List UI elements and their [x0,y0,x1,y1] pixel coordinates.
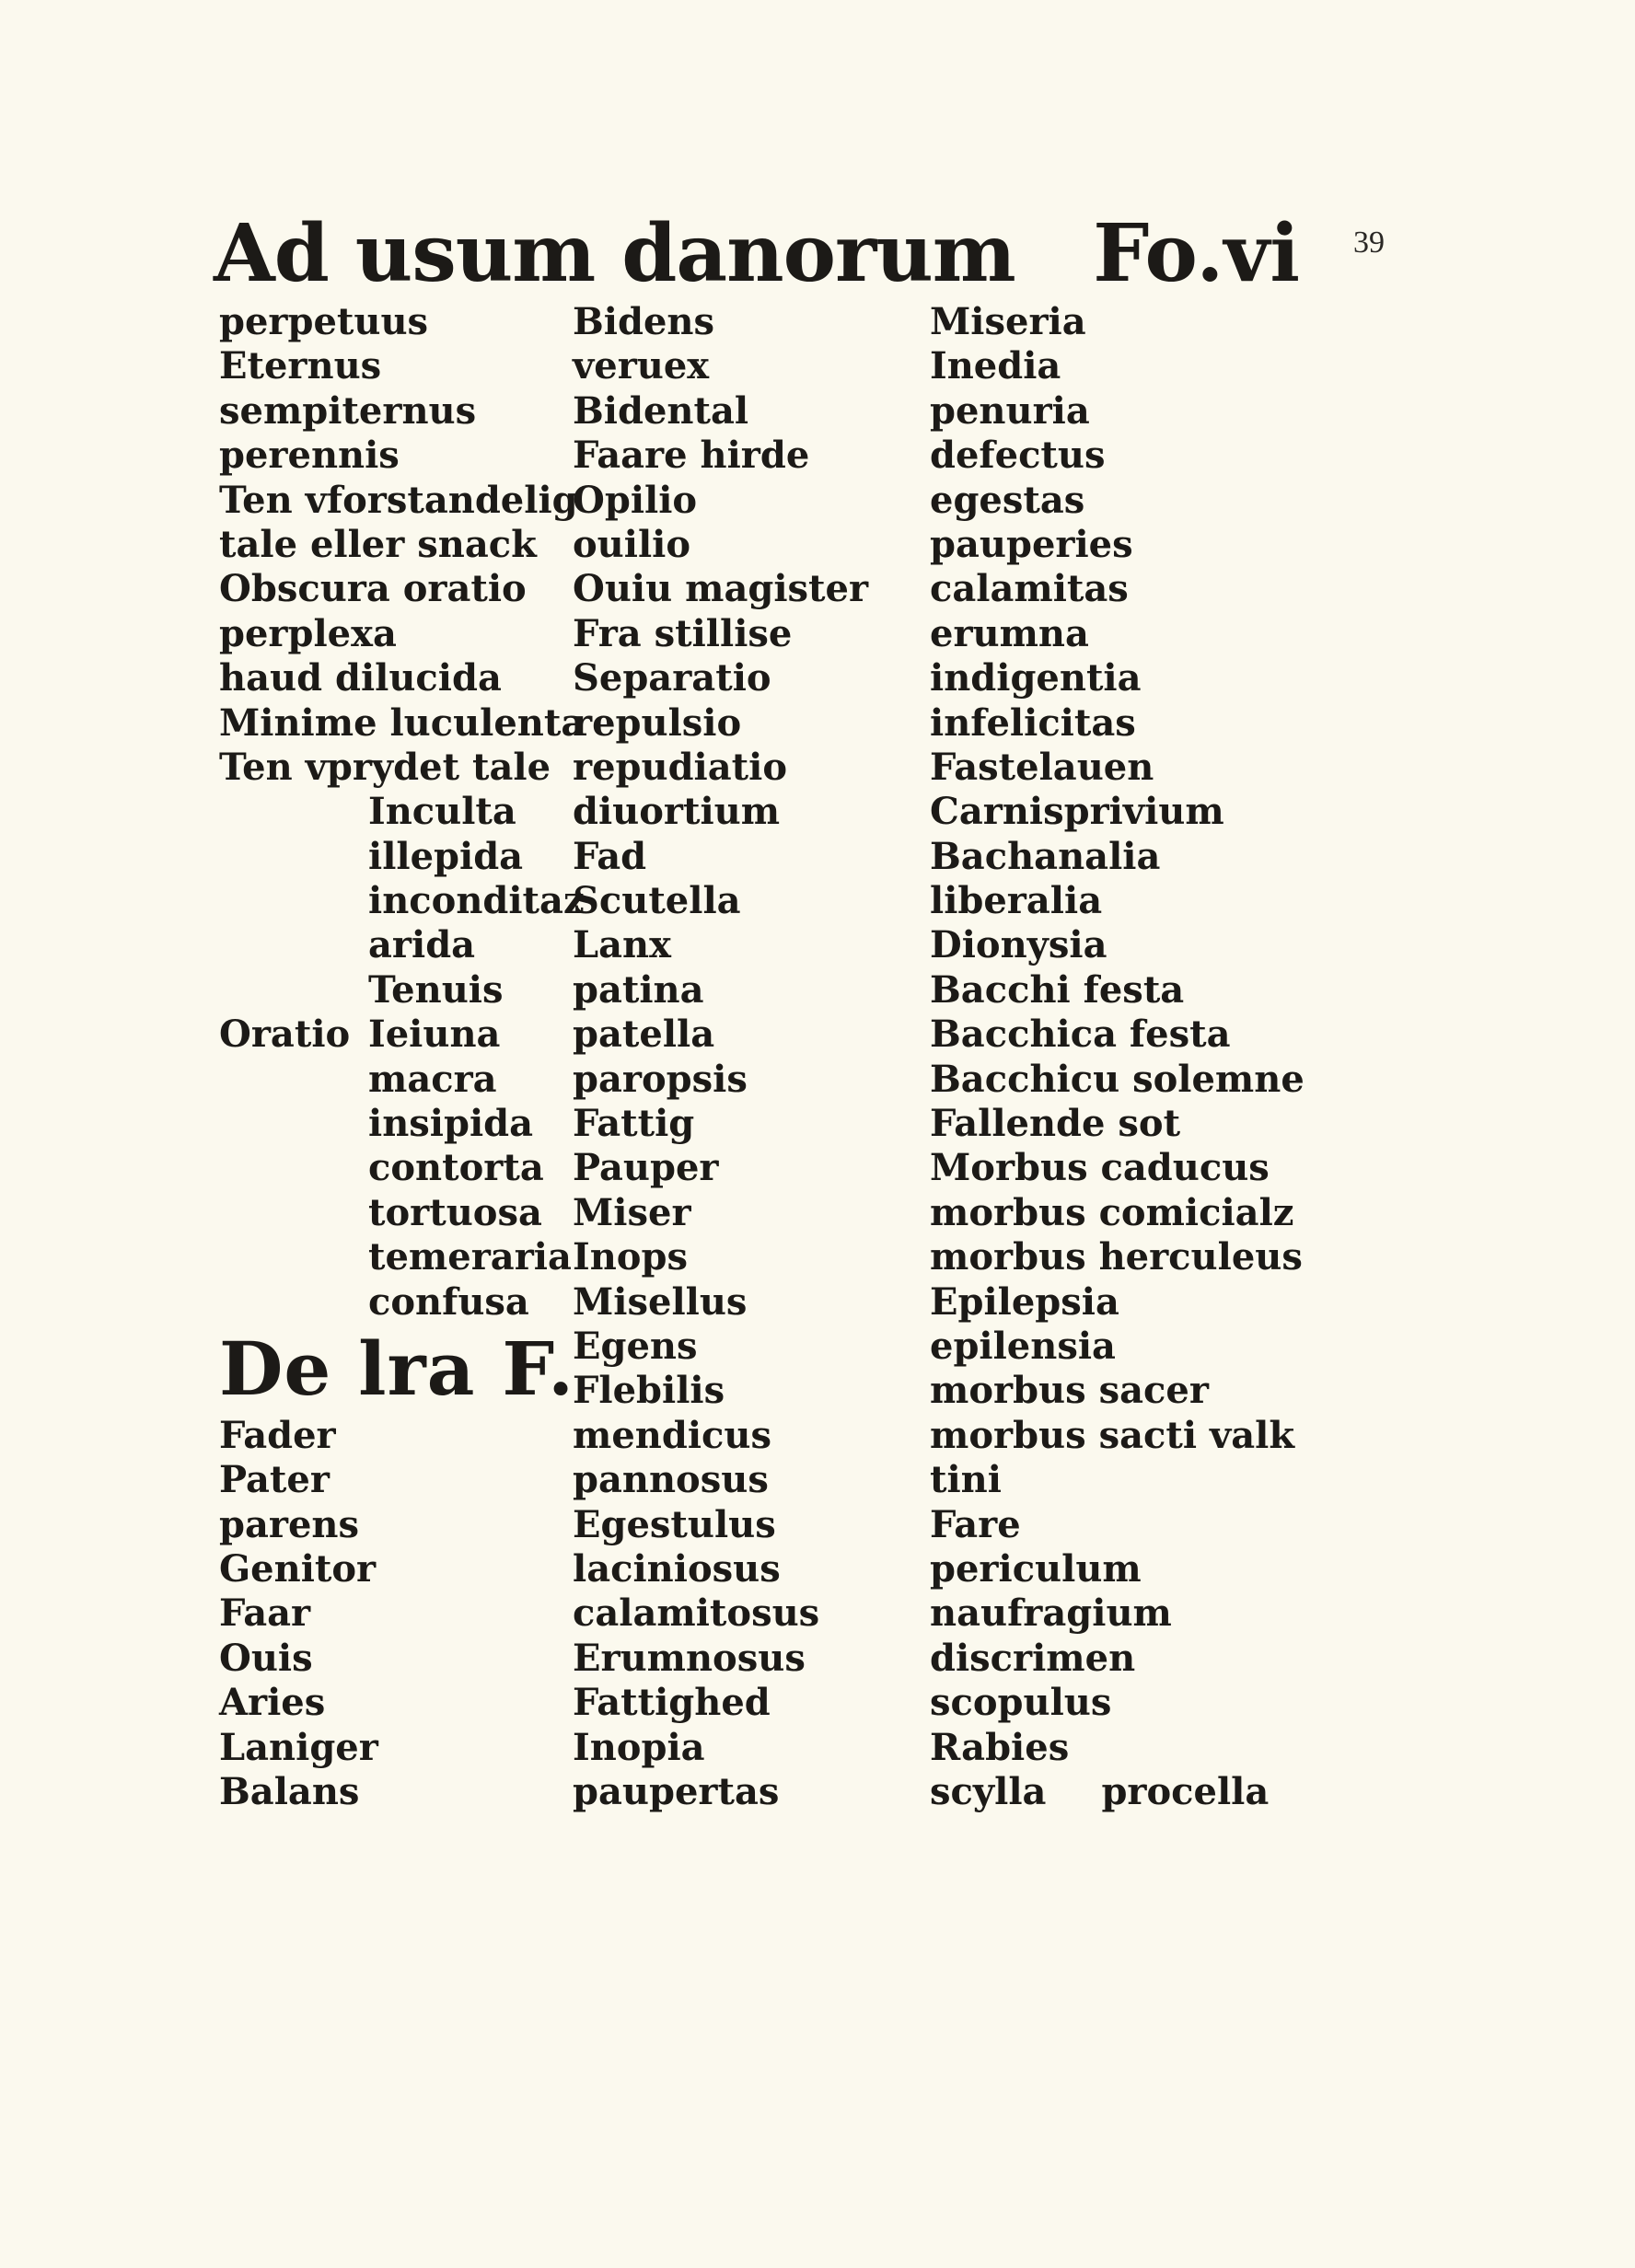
entry-line: haud dilucida [219,656,502,700]
entry-line: calamitas [930,567,1129,611]
final-right-word: procella [1101,1769,1270,1813]
entry-line: contorta [368,1146,544,1190]
entry-line: epilensia [930,1324,1116,1368]
entry-line: Erumnosus [573,1636,806,1680]
entry-line: ouilio [573,522,691,566]
page-header [214,207,1300,299]
entry-line: Balans [219,1769,360,1813]
entry-line: inconditaz [368,879,585,923]
entry-line: naufragium [930,1591,1172,1636]
entry-line: erumna [930,611,1089,655]
column-2 [573,300,913,1814]
entry-line: Ten vprydet tale [219,745,551,789]
entry-line: Separatio [573,656,771,700]
entry-line: Miser [573,1190,691,1234]
column-3 [930,300,1305,1814]
entry-line: perpetuus [219,300,429,343]
entry-line: Egens [573,1324,698,1368]
entry-line: repulsio [573,700,742,745]
entry-line: Lanx [573,923,671,967]
entry-line: morbus sacti valk [930,1413,1295,1457]
final-left-word: scylla [930,1769,1047,1813]
running-title: Ad usum danorum [214,207,1015,300]
entry-line: Fra stillise [573,611,793,655]
entry-line: Misellus [573,1279,748,1324]
column-1 [219,300,586,1814]
entry-line: Bachanalia [930,834,1161,878]
folio-number: Fo.vi [1093,207,1300,300]
entry-line: calamitosus [573,1591,820,1636]
entry-line: Fad [573,834,647,878]
entry-line: diuortium [573,790,781,834]
entry-line: Inedia [930,344,1061,388]
entry-line: illepida [368,834,524,878]
entry-line: Inops [573,1235,688,1279]
entry-line: Bacchi festa [930,967,1185,1012]
entry-line: Faar [219,1591,311,1636]
entry-line: Bacchica festa [930,1012,1231,1057]
entry-line: Faare hirde [573,434,810,478]
entry-line: confusa [368,1279,529,1324]
entry-line: morbus herculeus [930,1235,1303,1279]
entry-line: morbus comicialz [930,1190,1294,1234]
entry-line: tale eller snack [219,522,537,566]
entry-line: veruex [573,344,710,388]
entry-line: temeraria [368,1235,572,1279]
entry-line: Flebilis [573,1369,725,1413]
entry-line: paupertas [573,1769,780,1813]
entry-line: Egestulus [573,1502,776,1546]
entry-line: perennis [219,434,400,478]
entry-line: paropsis [573,1057,748,1101]
entry-line: morbus sacer [930,1369,1209,1413]
entry-line: tini [930,1458,1002,1502]
entry-line: Fader [219,1413,336,1457]
entry-line: parens [219,1502,360,1546]
entry-line: Fattighed [573,1681,771,1725]
entry-line: laciniosus [573,1546,781,1591]
entry-line: repudiatio [573,745,788,789]
entry-line: defectus [930,434,1106,478]
entry-line: Scutella [573,879,741,923]
entry-line: perplexa [219,611,397,655]
entry-line: Dionysia [930,923,1107,967]
entry-line: tortuosa [368,1190,542,1234]
entry-line: Morbus caducus [930,1146,1270,1190]
entry-line: Rabies [930,1725,1070,1769]
page-number: 39 [1353,226,1385,260]
oratio-first: Ieiuna [368,1012,501,1057]
entry-line: Fattig [573,1102,695,1146]
entry-line: Miseria [930,300,1086,343]
entry-line: liberalia [930,879,1103,923]
section-heading: De lra F. [219,1325,574,1412]
entry-line: Ouis [219,1636,313,1680]
entry-line: mendicus [573,1413,771,1457]
entry-line: Carnisprivium [930,790,1224,834]
entry-line: Fare [930,1502,1021,1546]
entry-line: Bidental [573,388,749,433]
entry-line: Pauper [573,1146,719,1190]
entry-line: Tenuis [368,967,504,1012]
entry-line: patella [573,1012,715,1057]
entry-line: Bacchicu solemne [930,1057,1305,1101]
entry-line: egestas [930,478,1085,522]
entry-line: Ouiu magister [573,567,869,611]
entry-line: Fallende sot [930,1102,1181,1146]
entry-line: Opilio [573,478,698,522]
entry-line: penuria [930,388,1090,433]
entry-line: infelicitas [930,700,1136,745]
entry-line: Ten vforstandelig [219,478,578,522]
entry-line: patina [573,967,704,1012]
entry-line: discrimen [930,1636,1136,1680]
entry-line: indigentia [930,656,1142,700]
entry-line: Pater [219,1458,330,1502]
entry-line: arida [368,923,476,967]
entry-line: macra [368,1057,497,1101]
entry-line: Genitor [219,1546,377,1591]
entry-line: Obscura oratio [219,567,527,611]
entry-line: scopulus [930,1681,1112,1725]
entry-line: pannosus [573,1458,769,1502]
oratio-label: Oratio [219,1012,351,1057]
oratio-line [219,1012,569,1057]
entry-line: periculum [930,1546,1142,1591]
entry-line: pauperies [930,522,1133,566]
entry-line: Inculta [368,790,516,834]
entry-line: Aries [219,1681,326,1725]
entry-line: Inopia [573,1725,705,1769]
entry-line: insipida [368,1102,534,1146]
entry-line: Minime luculenta [219,700,586,745]
final-line [930,1770,1298,1814]
entry-line: Epilepsia [930,1279,1119,1324]
entry-line: Fastelauen [930,745,1154,789]
entry-line: Bidens [573,300,715,343]
entry-line: Eternus [219,344,382,388]
entry-line: Laniger [219,1725,378,1769]
entry-line: sempiternus [219,388,477,433]
